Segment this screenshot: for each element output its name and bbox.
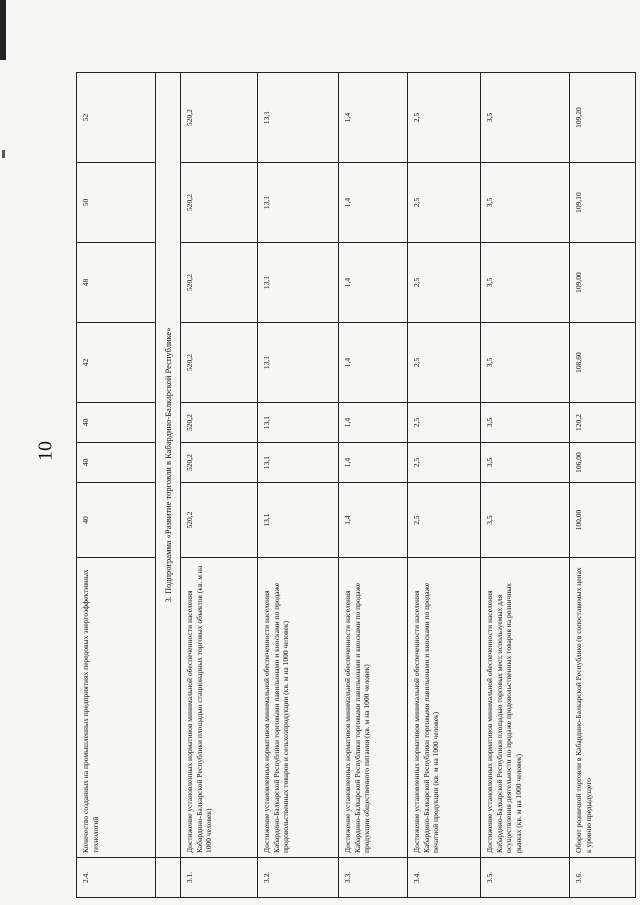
table-row [570,73,636,898]
value-cell: 520,2 [181,323,258,403]
row-number: 3.1. [181,858,258,898]
table-row [181,73,258,898]
row-number: 3.4. [408,858,481,898]
row-number: 3.6. [570,858,636,898]
value-cell: 40 [77,483,156,558]
value-cell: 109,00 [570,243,636,323]
value-cell: 13,1 [258,73,339,163]
value-cell: 13,1 [258,483,339,558]
value-cell: 3,5 [481,163,570,243]
indicator-text: Достижение установленных нормативов минимальной обеспеченности населения Кабардино-Балкарской Республики площадью торговых мест, используемых для осуществления деятельности по продаже продовольственных товаров на розничных рынках (кв. м на 1000 человек) [481,558,570,858]
value-cell: 1,4 [339,243,408,323]
value-cell: 3,5 [481,243,570,323]
value-cell: 520,2 [181,483,258,558]
value-cell: 520,2 [181,443,258,483]
value-cell: 106,00 [570,443,636,483]
indicator-text: Количество созданных на промышленных предприятиях передовых энергоэффективных технологий [77,558,156,858]
value-cell: 1,4 [339,323,408,403]
value-cell: 3,5 [481,73,570,163]
value-cell: 1,4 [339,443,408,483]
row-number: 3.3. [339,858,408,898]
subprogram-heading-row [156,73,181,898]
value-cell: 2,5 [408,323,481,403]
value-cell: 48 [77,243,156,323]
value-cell: 50 [77,163,156,243]
value-cell: 520,2 [181,73,258,163]
scan-edge-mark [0,0,6,60]
value-cell: 3,5 [481,323,570,403]
value-cell: 1,4 [339,163,408,243]
value-cell: 42 [77,323,156,403]
value-cell: 13,1 [258,403,339,443]
value-cell: 52 [77,73,156,163]
table-sheet [76,73,593,898]
row-number: 3.5. [481,858,570,898]
value-cell: 13,1 [258,243,339,323]
value-cell: 100,00 [570,483,636,558]
value-cell: 40 [77,443,156,483]
value-cell: 2,5 [408,73,481,163]
value-cell: 109,20 [570,73,636,163]
value-cell: 2,5 [408,163,481,243]
value-cell: 108,60 [570,323,636,403]
value-cell: 3,5 [481,403,570,443]
value-cell: 1,4 [339,73,408,163]
table-row [408,73,481,898]
value-cell: 520,2 [181,403,258,443]
value-cell: 520,2 [181,243,258,323]
value-cell: 2,5 [408,403,481,443]
value-cell: 109,10 [570,163,636,243]
value-cell: 3,5 [481,443,570,483]
value-cell: 1,4 [339,483,408,558]
page-number: 10 [34,441,57,461]
rotated-table-area [76,73,593,898]
value-cell: 2,5 [408,243,481,323]
table-row [339,73,408,898]
value-cell: 2,5 [408,443,481,483]
indicator-text: Достижение установленных нормативов минимальной обеспеченности населения Кабардино-Балкарской Республики торговыми павильонами и киосками по продаже продовольственных товаров и сельхозпродукции (кв. м на 1000 человек) [258,558,339,858]
value-cell: 13,1 [258,323,339,403]
value-cell: 2,5 [408,483,481,558]
indicator-text: Оборот розничной торговли в Кабардино-Балкарской Республике (в сопоставимых ценах к уровню предыдущего [570,558,636,858]
value-cell: 40 [77,403,156,443]
value-cell: 13,1 [258,443,339,483]
row-number: 3.2. [258,858,339,898]
scan-dust-mark [2,150,5,158]
table-row [77,73,156,898]
indicator-text: Достижение установленных нормативов минимальной обеспеченности населения Кабардино-Балкарской Республики торговыми павильонами и киосками по продаже продукции общественного питания (кв. м на 1000 человек) [339,558,408,858]
subprogram-heading: 3. Подпрограмма «Развитие торговли в Кабардино-Балкарской Республике» [156,73,181,858]
row-number: 2.4. [77,858,156,898]
indicators-table [76,72,636,898]
table-row [258,73,339,898]
indicator-text: Достижение установленных нормативов минимальной обеспеченности населения Кабардино-Балкарской Республики площадью стационарных торговых объектов (кв. м на 1000 человек) [181,558,258,858]
value-cell: 1,4 [339,403,408,443]
empty-number-cell [156,858,181,898]
value-cell: 3,5 [481,483,570,558]
value-cell: 120,2 [570,403,636,443]
table-row [481,73,570,898]
value-cell: 520,2 [181,163,258,243]
value-cell: 13,1 [258,163,339,243]
indicator-text: Достижение установленных нормативов минимальной обеспеченности населения Кабардино-Балкарской Республики торговыми павильонами и киосками по продаже печатной продукции (кв. м на 1000 человек) [408,558,481,858]
